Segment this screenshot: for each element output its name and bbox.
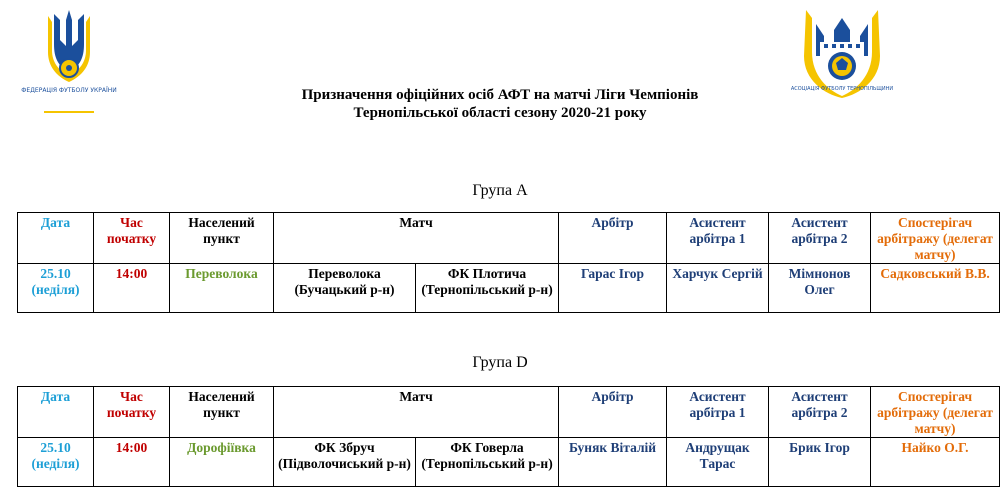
observer-name: Найко О.Г. xyxy=(871,438,1000,487)
home-team: ФК Збруч (Підволочиський р-н) xyxy=(274,438,416,487)
header-assistant-1: Асистент арбітра 1 xyxy=(667,387,769,438)
home-team: Переволока (Бучацький р-н) xyxy=(274,264,416,313)
assistant-2-name: Брик Ігор xyxy=(769,438,871,487)
aft-logo-text: АСОЦІАЦІЯ ФУТБОЛУ ТЕРНОПІЛЬЩИНИ xyxy=(790,86,894,92)
title-line-1: Призначення офіційних осіб АФТ на матчі Ліги Чемпіонів xyxy=(301,87,699,103)
assistant-2-name: Мімнонов Олег xyxy=(769,264,871,313)
header-assistant-2: Асистент арбітра 2 xyxy=(769,213,871,264)
match-place: Переволока xyxy=(170,264,274,313)
match-place: Дорофіївка xyxy=(170,438,274,487)
aft-ternopil-logo-icon xyxy=(790,6,894,98)
header-observer: Спостерігач арбітражу (делегат матчу) xyxy=(871,387,1000,438)
header-time: Час початку xyxy=(94,213,170,264)
header-assistant-1: Асистент арбітра 1 xyxy=(667,213,769,264)
away-team: ФК Говерла (Тернопільський р-н) xyxy=(416,438,559,487)
group-d-table xyxy=(17,386,1000,487)
title-line-2: Тернопільської області сезону 2020-21 року xyxy=(353,105,647,121)
group-a-table xyxy=(17,212,1000,313)
referee-name: Гарас Ігор xyxy=(559,264,667,313)
header-date: Дата xyxy=(18,213,94,264)
table-row xyxy=(18,264,1000,313)
header-referee: Арбітр xyxy=(559,387,667,438)
header-assistant-2: Асистент арбітра 2 xyxy=(769,387,871,438)
group-a-title: Група А xyxy=(472,182,528,199)
group-d-title: Група D xyxy=(472,354,528,371)
match-date: 25.10 (неділя) xyxy=(18,264,94,313)
header-place: Населений пункт xyxy=(170,387,274,438)
observer-name: Садковський В.В. xyxy=(871,264,1000,313)
header-time: Час початку xyxy=(94,387,170,438)
table-row xyxy=(18,438,1000,487)
header-match: Матч xyxy=(274,213,559,264)
header-place: Населений пункт xyxy=(170,213,274,264)
document-title xyxy=(0,86,1000,122)
match-time: 14:00 xyxy=(94,264,170,313)
away-team: ФК Плотича (Тернопільський р-н) xyxy=(416,264,559,313)
referee-name: Буняк Віталій xyxy=(559,438,667,487)
header-referee: Арбітр xyxy=(559,213,667,264)
match-time: 14:00 xyxy=(94,438,170,487)
ffu-logo-text: ФЕДЕРАЦІЯ ФУТБОЛУ УКРАЇНИ xyxy=(21,87,117,94)
header-observer: Спостерігач арбітражу (делегат матчу) xyxy=(871,213,1000,264)
assistant-1-name: Андрущак Тарас xyxy=(667,438,769,487)
header-match: Матч xyxy=(274,387,559,438)
assistant-1-name: Харчук Сергій xyxy=(667,264,769,313)
match-date: 25.10 (неділя) xyxy=(18,438,94,487)
table-header-row xyxy=(18,213,1000,264)
table-header-row xyxy=(18,387,1000,438)
header-date: Дата xyxy=(18,387,94,438)
